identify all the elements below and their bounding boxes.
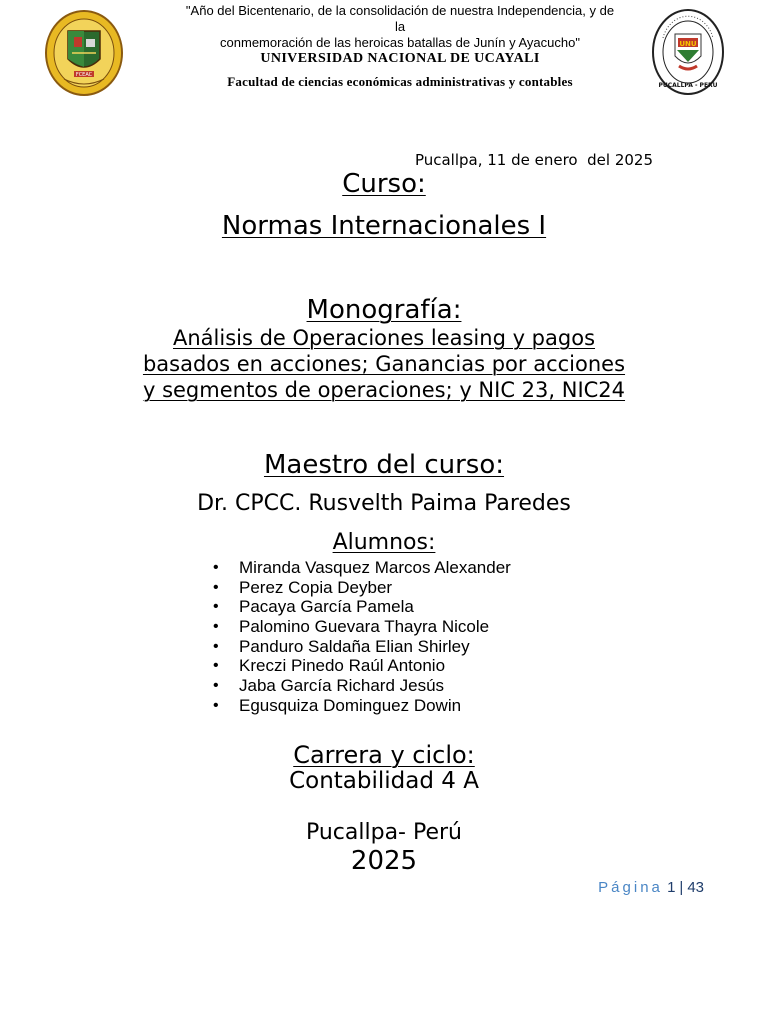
bullet-icon: •: [213, 637, 219, 655]
university-seal-logo: [651, 8, 725, 96]
bullet-icon: •: [213, 578, 219, 596]
student-name: Egusquiza Dominguez Dowin: [239, 695, 462, 715]
student-name: Panduro Saldaña Elian Shirley: [239, 636, 470, 656]
monograph-heading-text: Monografía:: [306, 295, 462, 325]
course-heading: [0, 169, 768, 199]
students-list: [213, 558, 511, 716]
monograph-title-line: basados en acciones; Ganancias por acciones: [142, 352, 626, 376]
list-item: [213, 617, 511, 637]
left-logo-bottom-text: FCEAC: [75, 72, 93, 78]
student-name: Kreczi Pinedo Raúl Antonio: [239, 656, 446, 676]
list-item: [213, 558, 511, 578]
bullet-icon: •: [213, 657, 219, 675]
bullet-icon: •: [213, 677, 219, 695]
student-name: Palomino Guevara Thayra Nicole: [239, 617, 490, 637]
teacher-heading: [0, 450, 768, 480]
faculty-name: Facultad de ciencias económicas administrativas y contables: [227, 74, 573, 89]
faculty-seal-icon: [44, 9, 124, 97]
list-item: [213, 597, 511, 617]
student-name: Pacaya García Pamela: [239, 597, 414, 617]
list-item: [213, 637, 511, 657]
page-current: 1: [667, 879, 676, 896]
student-name: Jaba García Richard Jesús: [239, 676, 445, 696]
students-heading-text: Alumnos:: [332, 530, 436, 555]
teacher-name: Dr. CPCC. Rusvelth Paima Paredes: [197, 491, 571, 516]
bullet-icon: •: [213, 559, 219, 576]
page-separator: |: [679, 879, 684, 896]
page-number: [598, 879, 704, 896]
header-slogan-line1: "Año del Bicentenario, de la consolidación de nuestra Independencia, y de la: [185, 3, 615, 34]
page-total: 43: [687, 879, 704, 896]
list-item: [213, 696, 511, 716]
faculty-seal-logo: [44, 9, 124, 97]
course-name-text: Normas Internacionales I: [221, 211, 547, 241]
course-name: [0, 211, 768, 241]
university-name: UNIVERSIDAD NACIONAL DE UCAYALI: [260, 51, 540, 66]
footer-city: Pucallpa- Perú: [305, 820, 462, 845]
monograph-title-line: y segmentos de operaciones; y NIC 23, NIC24: [142, 378, 626, 402]
document-date: Pucallpa, 11 de enero del 2025: [414, 151, 653, 169]
student-name: Miranda Vasquez Marcos Alexander: [239, 558, 511, 577]
career-value: Contabilidad 4 A: [289, 768, 479, 794]
footer-year: 2025: [350, 846, 418, 876]
students-heading: [0, 530, 768, 555]
right-logo-mark: UNU: [679, 40, 697, 48]
list-item: [213, 656, 511, 676]
header-slogan: [180, 3, 620, 51]
career-heading-text: Carrera y ciclo:: [293, 741, 475, 769]
monograph-title-line: Análisis de Operaciones leasing y pagos: [172, 326, 596, 350]
list-item: [213, 578, 511, 598]
university-seal-icon: [651, 8, 725, 96]
page-label: Página: [598, 879, 663, 896]
monograph-title: [100, 325, 668, 403]
bullet-icon: •: [213, 598, 219, 616]
course-heading-text: Curso:: [342, 169, 426, 199]
list-item: [213, 676, 511, 696]
student-name: Perez Copia Deyber: [239, 577, 393, 597]
bullet-icon: •: [213, 618, 219, 636]
teacher-heading-text: Maestro del curso:: [263, 450, 505, 480]
right-logo-bottom-text: PUCALLPA - PERU: [658, 82, 718, 89]
monograph-heading: [0, 295, 768, 325]
header-slogan-line2: conmemoración de las heroicas batallas de Junín y Ayacucho": [220, 35, 580, 50]
bullet-icon: •: [213, 696, 219, 714]
career-heading: [0, 741, 768, 769]
